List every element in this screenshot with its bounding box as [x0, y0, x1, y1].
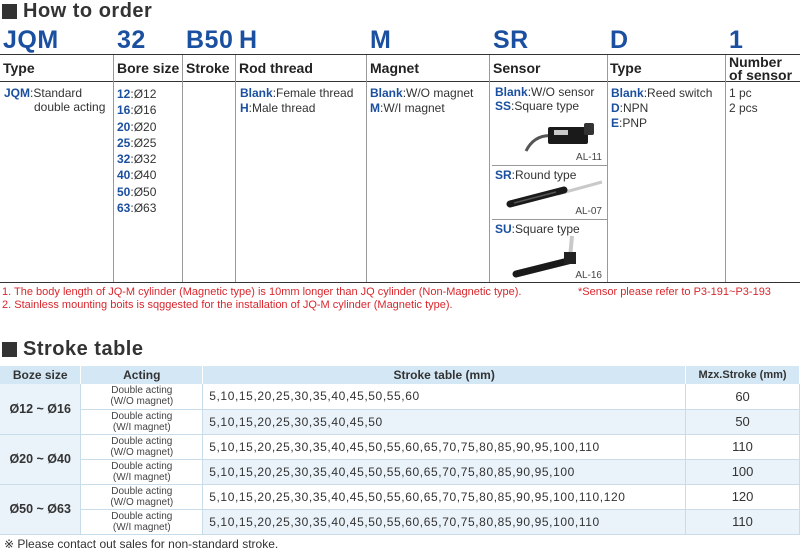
header-stroke: Stroke [186, 60, 230, 76]
table-row [0, 384, 800, 409]
acting-cell: Double acting (W/O magnet) [81, 384, 203, 409]
code-switch: D [610, 26, 629, 54]
acting-cell: Double acting (W/O magnet) [81, 434, 203, 459]
column-divider [182, 55, 183, 283]
header-sensor: Sensor [493, 60, 541, 76]
code-magnet: M [370, 26, 392, 54]
code-number: 1 [729, 26, 744, 54]
switch-item: D:NPN [611, 101, 649, 115]
max-stroke: 110 [686, 434, 800, 459]
column-divider [235, 55, 236, 283]
stroke-values: 5,10,15,20,25,30,35,40,45,50,55,60,65,70,75,80,85,90,95,100,110 [203, 509, 686, 534]
code-rod: H [239, 26, 258, 54]
acting-cell: Double acting (W/I magnet) [81, 459, 203, 484]
bore-item: 25:Ø25 [117, 135, 157, 150]
note-1: 1. The body length of JQ-M cylinder (Magnetic type) is 10mm longer than JQ cylinder (Non-Magnetic type). [2, 286, 522, 298]
table-row [0, 509, 800, 534]
code-bore: 32 [117, 26, 146, 54]
magnet-item: Blank:W/O magnet [370, 86, 474, 100]
switch-item: E:PNP [611, 116, 648, 130]
stroke-table [0, 366, 800, 535]
sensor-sr-box: SR:Round type AL-07 [492, 166, 608, 220]
acting-cell: Double acting (W/O magnet) [81, 484, 203, 509]
sensor-su-box: SU:Square type AL-16 [495, 222, 602, 281]
header-max-stroke: Mzx.Stroke (mm) [686, 366, 800, 384]
max-stroke: 120 [686, 484, 800, 509]
sensor-ss-box: Blank:W/O sensor SS:Square type AL-11 [492, 83, 608, 166]
bore-range: Ø50 ~ Ø63 [0, 484, 81, 534]
order-section-title: How to order [2, 0, 152, 23]
header-rod: Rod thread [239, 60, 313, 76]
bore-range: Ø12 ~ Ø16 [0, 384, 81, 434]
bore-size-list [117, 86, 156, 216]
square-bullet-icon [2, 342, 17, 357]
stroke-values: 5,10,15,20,25,30,35,40,45,50,55,60,65,70,75,80,85,90,95,100 [203, 459, 686, 484]
magnet-item: M:W/I magnet [370, 101, 445, 115]
column-divider [489, 55, 490, 283]
note-2: 2. Stainless mounting boits is sqggested for the installation of JQ-M cylinder (Magnetic type). [2, 299, 453, 311]
stroke-values: 5,10,15,20,25,30,35,40,45,50,55,60,65,70,75,80,85,90,95,100,110 [203, 434, 686, 459]
switch-item: Blank:Reed switch [611, 86, 713, 100]
code-sensor: SR [493, 26, 529, 54]
table-row [0, 459, 800, 484]
bore-item: 40:Ø40 [117, 168, 157, 183]
code-type: JQM [3, 26, 59, 54]
order-table-bottom [0, 282, 800, 283]
magnet-list [370, 86, 473, 116]
acting-cell: Double acting (W/I magnet) [81, 509, 203, 534]
bore-item: 50:Ø50 [117, 184, 157, 199]
rod-thread-list [240, 86, 353, 116]
header-bore: Boze size [0, 366, 81, 384]
bore-item: 20:Ø20 [117, 119, 157, 134]
max-stroke: 50 [686, 409, 800, 434]
stroke-section-title: Stroke table [2, 338, 143, 361]
order-code-row [0, 26, 800, 54]
column-divider [366, 55, 367, 283]
type-cell: JQM:Standard double acting [4, 86, 106, 115]
bore-item: 63:Ø63 [117, 201, 157, 216]
switch-type-list [611, 86, 712, 131]
table-row [0, 434, 800, 459]
max-stroke: 100 [686, 459, 800, 484]
header-number-of-sensor: Number of sensor [729, 54, 793, 83]
bore-item: 16:Ø16 [117, 103, 157, 118]
column-divider [725, 55, 726, 283]
table-row [0, 409, 800, 434]
header-acting: Acting [81, 366, 203, 384]
order-table-header [0, 55, 800, 82]
header-type: Type [3, 60, 35, 76]
code-stroke: B50 [186, 26, 234, 54]
stroke-values: 5,10,15,20,25,30,35,40,45,50,55,60,65,70,75,80,85,90,95,100,110,120 [203, 484, 686, 509]
table-row [0, 484, 800, 509]
square-bullet-icon [2, 4, 17, 19]
header-switch-type: Type [610, 60, 642, 76]
stroke-table-header [0, 366, 800, 384]
max-stroke: 110 [686, 509, 800, 534]
header-magnet: Magnet [370, 60, 419, 76]
header-stroke: Stroke table (mm) [203, 366, 686, 384]
stroke-values: 5,10,15,20,25,30,35,40,45,50,55,60 [203, 384, 686, 409]
rod-item: H:Male thread [240, 101, 316, 115]
bore-item: 32:Ø32 [117, 152, 157, 167]
header-bore: Bore size [117, 60, 180, 76]
max-stroke: 60 [686, 384, 800, 409]
bore-item: 12:Ø12 [117, 87, 157, 101]
order-table [0, 54, 800, 282]
acting-cell: Double acting (W/I magnet) [81, 409, 203, 434]
num-sensor-list: 1 pc 2 pcs [729, 86, 758, 115]
footer-note: ※ Please contact out sales for non-standard stroke. [4, 537, 279, 551]
column-divider [113, 55, 114, 283]
sensor-reference-note: *Sensor please refer to P3-191~P3-193 [578, 286, 771, 298]
rod-item: Blank:Female thread [240, 86, 354, 100]
stroke-values: 5,10,15,20,25,30,35,40,45,50 [203, 409, 686, 434]
bore-range: Ø20 ~ Ø40 [0, 434, 81, 484]
